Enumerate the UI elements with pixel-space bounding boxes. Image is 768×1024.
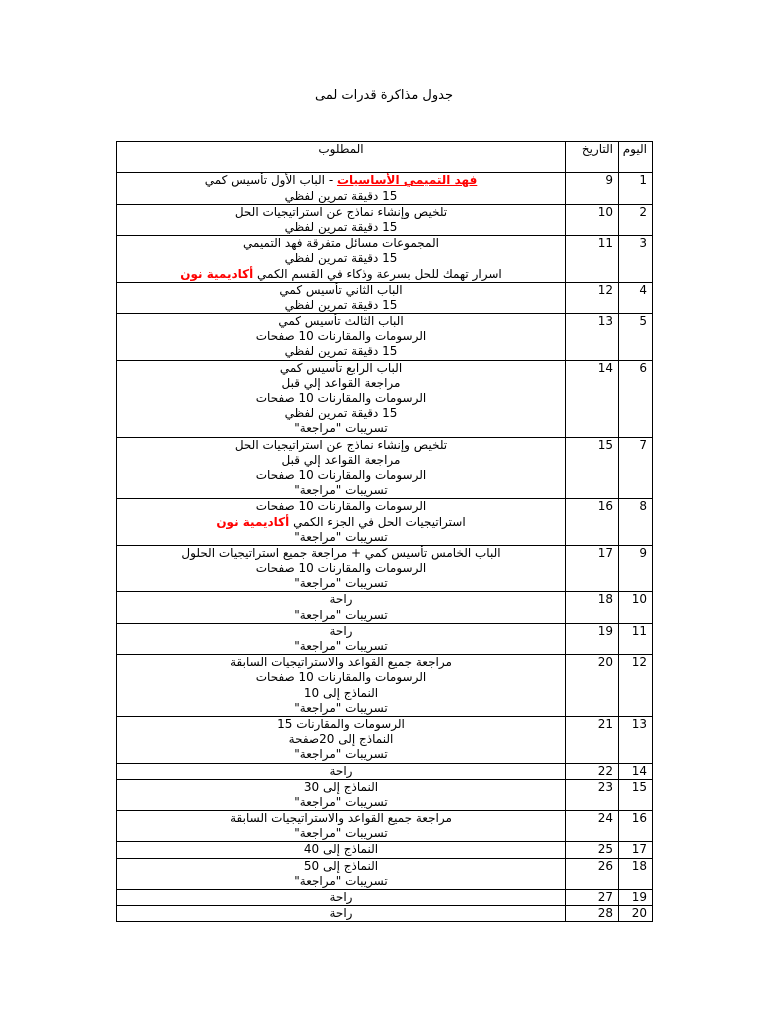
required-cell bbox=[117, 360, 566, 437]
task-line: الباب الثالث تأسيس كمي bbox=[278, 314, 404, 329]
day-cell: 10 bbox=[619, 592, 653, 623]
date-cell: 25 bbox=[566, 842, 619, 858]
date-cell: 11 bbox=[566, 236, 619, 283]
table-row bbox=[117, 204, 653, 235]
table-row bbox=[117, 655, 653, 717]
table-row bbox=[117, 360, 653, 437]
header-required: المطلوب bbox=[117, 142, 566, 173]
required-cell bbox=[117, 545, 566, 592]
task-line: 15 دقيقة تمرين لفظي bbox=[284, 251, 398, 266]
task-line: مراجعة القواعد إلي قبل bbox=[281, 375, 401, 390]
task-line: مراجعة جميع القواعد والاستراتيجيات السابقة bbox=[230, 655, 452, 670]
table-row bbox=[117, 173, 653, 204]
required-cell bbox=[117, 655, 566, 717]
table-row bbox=[117, 236, 653, 283]
task-line: 15 دقيقة تمرين لفظي bbox=[284, 406, 398, 421]
task-line: الرسومات والمقارنات 10 صفحات bbox=[255, 499, 427, 514]
highlighted-source: فهد التميمي الأساسيات bbox=[336, 173, 478, 188]
task-line: تسريبات "مراجعة" bbox=[294, 607, 388, 622]
date-cell: 22 bbox=[566, 763, 619, 779]
table-row bbox=[117, 437, 653, 499]
task-line: تلخيص وإنشاء نماذج عن استراتيجيات الحل bbox=[234, 204, 448, 219]
day-cell: 6 bbox=[619, 360, 653, 437]
table-row bbox=[117, 763, 653, 779]
required-cell bbox=[117, 204, 566, 235]
table-row bbox=[117, 716, 653, 763]
day-cell: 9 bbox=[619, 545, 653, 592]
date-cell: 27 bbox=[566, 890, 619, 906]
table-row bbox=[117, 314, 653, 361]
table-row bbox=[117, 545, 653, 592]
table-row bbox=[117, 858, 653, 889]
day-cell: 17 bbox=[619, 842, 653, 858]
day-cell: 12 bbox=[619, 655, 653, 717]
task-line: راحة bbox=[329, 623, 353, 638]
required-cell bbox=[117, 842, 566, 858]
task-line: تسريبات "مراجعة" bbox=[294, 826, 388, 841]
date-cell: 24 bbox=[566, 811, 619, 842]
task-line: الباب الثاني تأسيس كمي bbox=[279, 282, 403, 297]
day-cell: 18 bbox=[619, 858, 653, 889]
date-cell: 16 bbox=[566, 499, 619, 546]
task-line bbox=[117, 173, 565, 188]
task-line: النماذج إلى 20صفحة bbox=[288, 732, 394, 747]
table-row bbox=[117, 623, 653, 654]
required-cell bbox=[117, 811, 566, 842]
required-cell bbox=[117, 716, 566, 763]
day-cell: 20 bbox=[619, 906, 653, 922]
task-line: مراجعة جميع القواعد والاستراتيجيات السابقة bbox=[230, 811, 452, 826]
task-line: المجموعات مسائل متفرقة فهد التميمي bbox=[243, 236, 439, 251]
task-line: تسريبات "مراجعة" bbox=[294, 483, 388, 498]
task-line: 15 دقيقة تمرين لفظي bbox=[284, 297, 398, 312]
header-date: التاريخ bbox=[566, 142, 619, 173]
schedule-table bbox=[116, 141, 653, 922]
day-cell: 8 bbox=[619, 499, 653, 546]
task-line: تسريبات "مراجعة" bbox=[294, 873, 388, 888]
day-cell: 7 bbox=[619, 437, 653, 499]
date-cell: 14 bbox=[566, 360, 619, 437]
task-line: الرسومات والمقارنات 10 صفحات bbox=[255, 467, 427, 482]
task-line: تسريبات "مراجعة" bbox=[294, 794, 388, 809]
task-line: تلخيص وإنشاء نماذج عن استراتيجيات الحل bbox=[234, 437, 448, 452]
task-line: النماذج إلى 10 bbox=[303, 685, 379, 700]
task-line: النماذج إلى 40 bbox=[303, 842, 379, 857]
task-line: الرسومات والمقارنات 10 صفحات bbox=[255, 391, 427, 406]
date-cell: 15 bbox=[566, 437, 619, 499]
task-text: - الباب الأول تأسيس كمي bbox=[204, 173, 337, 188]
highlighted-source: أكاديمية نون bbox=[216, 514, 290, 529]
day-cell: 14 bbox=[619, 763, 653, 779]
date-cell: 12 bbox=[566, 282, 619, 313]
task-line: 15 دقيقة تمرين لفظي bbox=[284, 188, 398, 203]
task-line: النماذج إلى 50 bbox=[303, 858, 379, 873]
task-line bbox=[117, 267, 565, 282]
task-text: استراتيجيات الحل في الجزء الكمي bbox=[289, 514, 466, 529]
task-line: تسريبات "مراجعة" bbox=[294, 421, 388, 436]
day-cell: 16 bbox=[619, 811, 653, 842]
day-cell: 3 bbox=[619, 236, 653, 283]
task-line: تسريبات "مراجعة" bbox=[294, 529, 388, 544]
task-line: تسريبات "مراجعة" bbox=[294, 639, 388, 654]
task-line: مراجعة القواعد إلي قبل bbox=[281, 452, 401, 467]
date-cell: 9 bbox=[566, 173, 619, 204]
table-row bbox=[117, 906, 653, 922]
day-cell: 15 bbox=[619, 779, 653, 810]
required-cell bbox=[117, 314, 566, 361]
required-cell bbox=[117, 592, 566, 623]
day-cell: 13 bbox=[619, 716, 653, 763]
date-cell: 20 bbox=[566, 655, 619, 717]
task-line: الرسومات والمقارنات 15 bbox=[277, 716, 405, 731]
required-cell bbox=[117, 236, 566, 283]
day-cell: 2 bbox=[619, 204, 653, 235]
required-cell bbox=[117, 763, 566, 779]
task-line: 15 دقيقة تمرين لفظي bbox=[284, 344, 398, 359]
header-row bbox=[117, 142, 653, 173]
required-cell bbox=[117, 858, 566, 889]
task-line: الرسومات والمقارنات 10 صفحات bbox=[255, 561, 427, 576]
required-cell bbox=[117, 906, 566, 922]
schedule-header bbox=[117, 142, 653, 173]
table-row bbox=[117, 842, 653, 858]
table-row bbox=[117, 282, 653, 313]
day-cell: 5 bbox=[619, 314, 653, 361]
required-cell bbox=[117, 499, 566, 546]
task-line: الباب الرابع تأسيس كمي bbox=[279, 360, 403, 375]
required-cell bbox=[117, 779, 566, 810]
required-cell bbox=[117, 623, 566, 654]
task-line: 15 دقيقة تمرين لفظي bbox=[284, 219, 398, 234]
task-line: راحة bbox=[329, 890, 353, 905]
day-cell: 19 bbox=[619, 890, 653, 906]
date-cell: 17 bbox=[566, 545, 619, 592]
date-cell: 18 bbox=[566, 592, 619, 623]
day-cell: 4 bbox=[619, 282, 653, 313]
date-cell: 13 bbox=[566, 314, 619, 361]
document-title: جدول مذاكرة قدرات لمى bbox=[314, 88, 454, 103]
task-line: تسريبات "مراجعة" bbox=[294, 700, 388, 715]
table-row bbox=[117, 811, 653, 842]
task-line: الرسومات والمقارنات 10 صفحات bbox=[255, 329, 427, 344]
task-line: الباب الخامس تأسيس كمي + مراجعة جميع استراتيجيات الحلول bbox=[181, 545, 501, 560]
table-row bbox=[117, 890, 653, 906]
required-cell bbox=[117, 282, 566, 313]
required-cell bbox=[117, 890, 566, 906]
date-cell: 23 bbox=[566, 779, 619, 810]
table-row bbox=[117, 592, 653, 623]
task-text: اسرار تهمك للحل بسرعة وذكاء في القسم الكمي bbox=[253, 266, 502, 281]
task-line bbox=[117, 515, 565, 530]
task-line: النماذج إلى 30 bbox=[303, 779, 379, 794]
date-cell: 21 bbox=[566, 716, 619, 763]
header-day: اليوم bbox=[619, 142, 653, 173]
date-cell: 10 bbox=[566, 204, 619, 235]
date-cell: 26 bbox=[566, 858, 619, 889]
day-cell: 1 bbox=[619, 173, 653, 204]
date-cell: 19 bbox=[566, 623, 619, 654]
highlighted-source: أكاديمية نون bbox=[180, 266, 254, 281]
required-cell bbox=[117, 437, 566, 499]
table-row bbox=[117, 779, 653, 810]
table-row bbox=[117, 499, 653, 546]
task-line: تسريبات "مراجعة" bbox=[294, 576, 388, 591]
date-cell: 28 bbox=[566, 906, 619, 922]
day-cell: 11 bbox=[619, 623, 653, 654]
task-line: الرسومات والمقارنات 10 صفحات bbox=[255, 670, 427, 685]
required-cell bbox=[117, 173, 566, 204]
task-line: راحة bbox=[329, 592, 353, 607]
task-line: تسريبات "مراجعة" bbox=[294, 747, 388, 762]
schedule-body bbox=[117, 173, 653, 922]
task-line: راحة bbox=[329, 763, 353, 778]
task-line: راحة bbox=[329, 906, 353, 921]
